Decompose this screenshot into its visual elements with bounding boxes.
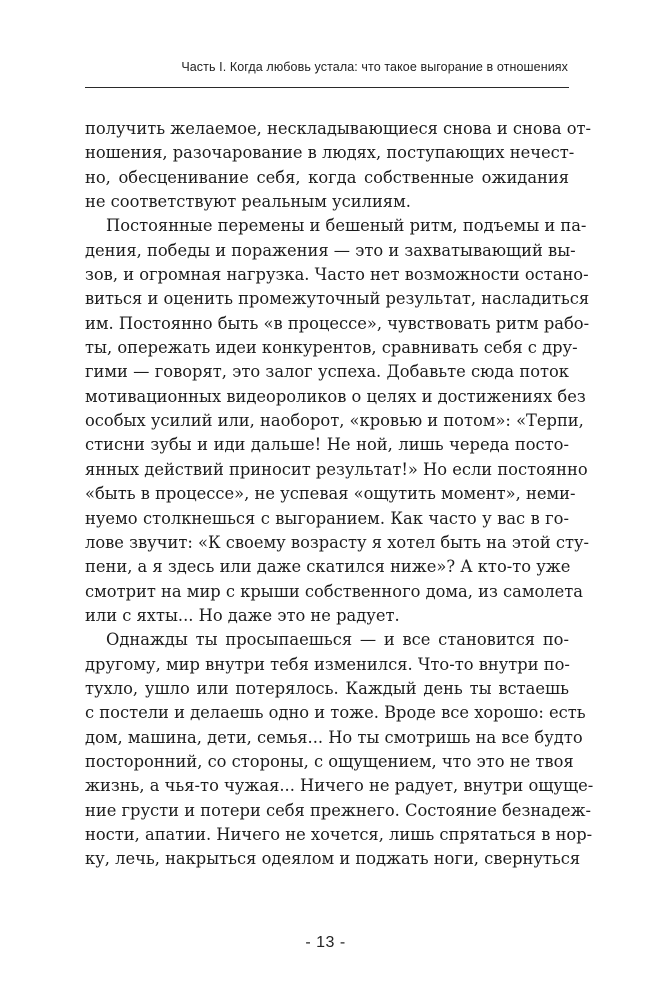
text-line: получить желаемое, нескладывающиеся снова и снова от- <box>85 119 592 138</box>
text-line: гими — говорят, это залог успеха. Добавьте сюда поток <box>85 362 569 382</box>
text-line: ку, лечь, накрыться одеялом и поджать ноги, свернуться <box>85 849 581 869</box>
text-line: Постоянные перемены и бешеный ритм, подъемы и па- <box>106 216 587 236</box>
text-line: им. Постоянно быть «в процессе», чувствовать ритм рабо- <box>85 313 590 333</box>
paragraph <box>85 628 594 871</box>
paragraph <box>85 214 590 628</box>
text-line: но, обесценивание себя, когда собственные ожидания <box>85 167 569 187</box>
text-line: или с яхты... Но даже это не радует. <box>85 605 400 625</box>
text-line: не соответствуют реальным усилиям. <box>85 192 411 212</box>
text-line: ты, опережать идеи конкурентов, сравнивать себя с дру- <box>85 338 578 358</box>
text-line: «быть в процессе», не успевая «ощутить момент», неми- <box>85 484 576 504</box>
text-line: жизнь, а чья-то чужая... Ничего не радует, внутри ощуще- <box>85 776 594 796</box>
text-line: виться и оценить промежуточный результат, насладиться <box>85 289 590 309</box>
text-line: стисни зубы и иди дальше! Не ной, лишь череда посто- <box>85 435 569 455</box>
text-line: пени, а я здесь или даже скатился ниже»? А кто-то уже <box>85 557 571 577</box>
text-line: янных действий приносит результат!» Но если постоянно <box>85 459 588 479</box>
text-line: ние грусти и потери себя прежнего. Состояние безнадеж- <box>85 800 592 820</box>
text-line: с постели и делаешь одно и тоже. Вроде все хорошо: есть <box>85 703 586 723</box>
text-line: дения, победы и поражения — это и захватывающий вы- <box>85 240 576 260</box>
text-line: смотрит на мир с крыши собственного дома, из самолета <box>85 581 584 601</box>
running-head: Часть I. Когда любовь устала: что такое выгорание в отношениях <box>181 60 568 74</box>
text-line: другому, мир внутри тебя изменился. Что-то внутри по- <box>85 654 570 674</box>
body-text <box>85 117 594 872</box>
text-line: мотивационных видеороликов о целях и достижениях без <box>85 386 586 406</box>
text-line: тухло, ушло или потерялось. Каждый день ты встаешь <box>85 678 569 698</box>
header-rule <box>85 87 569 88</box>
text-line: особых усилий или, наоборот, «кровью и потом»: «Терпи, <box>85 411 584 431</box>
text-line: ности, апатии. Ничего не хочется, лишь спрятаться в нор- <box>85 824 593 844</box>
text-line: лове звучит: «К своему возрасту я хотел быть на этой сту- <box>85 532 590 552</box>
page-number: - 13 - <box>305 934 346 951</box>
text-line: ношения, разочарование в людях, поступающих нечест- <box>85 143 575 163</box>
text-line: дом, машина, дети, семья... Но ты смотришь на все будто <box>85 727 583 747</box>
text-line: нуемо столкнешься с выгоранием. Как часто у вас в го- <box>85 508 569 528</box>
paragraph <box>85 117 592 214</box>
text-line: зов, и огромная нагрузка. Часто нет возможности остано- <box>85 265 589 285</box>
text-line: посторонний, со стороны, с ощущением, что это не твоя <box>85 751 574 771</box>
text-line: Однажды ты просыпаешься — и все становится по- <box>106 630 569 650</box>
